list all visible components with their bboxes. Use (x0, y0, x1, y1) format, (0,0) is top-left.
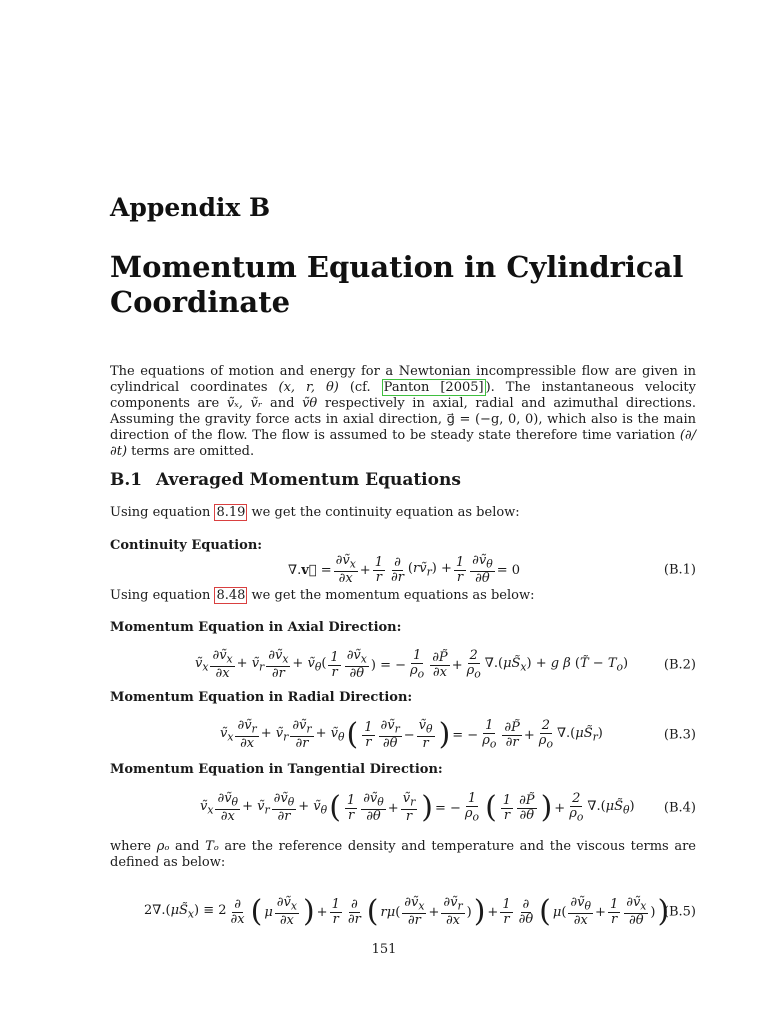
equation-b5 (110, 888, 696, 936)
equation-b4 (110, 784, 696, 832)
momentum-intro: Using equation 8.48 we get the momentum equations as below: (110, 588, 535, 603)
equation-number-b3: (B.3) (663, 727, 696, 743)
equation-ref-8-48[interactable]: 8.48 (216, 588, 246, 603)
equation-ref-8-19[interactable]: 8.19 (216, 505, 246, 520)
citation-link-panton[interactable]: Panton [2005] (383, 380, 484, 395)
equation-number-b1: (B.1) (663, 562, 696, 578)
radial-heading: Momentum Equation in Radial Direction: (110, 690, 413, 705)
tangential-heading: Momentum Equation in Tangential Direction: (110, 762, 443, 777)
continuity-intro: Using equation 8.19 we get the continuity equation as below: (110, 505, 520, 520)
equation-b3-body: ṽ$_x$ $\frac{\partial ṽ_r}{\partial x}$ + ṽ$_r$ $\frac{\partial ṽ_r}{\partial r}$ + ṽ$_\theta$ ( $\frac{1}{r}$ $\frac{\partial ṽ_r}{\partial\theta}$ − $\frac{ṽ_\theta}{r}$ ) = − $\frac{1}{\rho_o}$ $\frac{\partial P̃}{\partial r}$ + $\frac{2}{\rho_o}$ $\nabla.(\mu S̃_r)$ (220, 717, 603, 752)
appendix-label: Appendix B (110, 193, 271, 222)
section-heading: B.1 Averaged Momentum Equations (110, 470, 461, 490)
equation-b2 (110, 641, 696, 689)
equation-b3 (110, 711, 696, 759)
axial-heading: Momentum Equation in Axial Direction: (110, 620, 402, 635)
equation-b2-body: ṽ$_x$ $\frac{\partial ṽ_x}{\partial x}$ + ṽ$_r$ $\frac{\partial ṽ_x}{\partial r}$ + ṽ$_\theta$( $\frac{1}{r}$ $\frac{\partial ṽ_x}{\partial\theta}$ ) = − $\frac{1}{\rho_o}$ $\frac{\partial P̃}{\partial x}$ + $\frac{2}{\rho_o}$ $\nabla.(\mu S̃_x) + g$ β (T̃ − $T_o$) (195, 647, 629, 682)
equation-b1-body: ∇.v⃗ = $\frac{\partial ṽ_x}{\partial x}$ + $\frac{1}{r}$ $\frac{\partial}{\partial r}$ (rṽ$_r$) + $\frac{1}{r}$ $\frac{\partial ṽ_\theta}{\partial\theta}$ = 0 (288, 552, 521, 587)
page-number: 151 (371, 942, 397, 957)
intro-paragraph: The equations of motion and energy for a Newtonian incompressible flow are given in cylindrical coordinates (x, r, θ) (cf. Panton [2005] ). The instantaneous velocity components are ṽₓ, ṽᵣ and ṽθ respectively in axial, radial and azimuthal directions. Assuming the gravity force acts in axial direction, g⃗ = (−g, 0, 0), which also is the main direction of the flow. The flow is assumed to be steady state therefore time variation (∂/∂t) terms are omitted. (110, 364, 696, 459)
equation-number-b4: (B.4) (663, 800, 696, 816)
equation-b4-body: ṽ$_x$ $\frac{\partial ṽ_\theta}{\partial x}$ + ṽ$_r$ $\frac{\partial ṽ_\theta}{\partial r}$ + ṽ$_\theta$ ( $\frac{1}{r}$ $\frac{\partial ṽ_\theta}{\partial\theta}$ + $\frac{ṽ_r}{r}$ ) = − $\frac{1}{\rho_o}$ ( $\frac{1}{r}$ $\frac{\partial P̃}{\partial\theta}$ ) + $\frac{2}{\rho_o}$ $\nabla.(\mu S̃_\theta)$ (200, 790, 635, 825)
equation-b1 (110, 546, 696, 594)
chapter-title: Momentum Equation in Cylindrical Coordinate (110, 250, 684, 319)
equation-b5-body: $2\nabla.(\mu S̃_x) \equiv 2$ $\frac{\partial}{\partial x}$ ( μ $\frac{\partial ṽ_x}{\partial x}$ ) + $\frac{1}{r}$ $\frac{\partial}{\partial r}$ ( rμ ( $\frac{\partial ṽ_x}{\partial r}$ + $\frac{\partial ṽ_r}{\partial x}$ ) ) + $\frac{1}{r}$ $\frac{\partial}{\partial\theta}$ ( μ ( $\frac{\partial ṽ_\theta}{\partial x}$ + $\frac{1}{r}$ $\frac{\partial ṽ_x}{\partial\theta}$ ) ) (144, 894, 670, 929)
viscous-terms-paragraph: where ρₒ and Tₒ are the reference density and temperature and the viscous terms are defined as below: (110, 839, 696, 870)
continuity-heading: Continuity Equation: (110, 538, 263, 553)
equation-number-b5: (B.5) (663, 904, 696, 920)
equation-number-b2: (B.2) (663, 657, 696, 673)
